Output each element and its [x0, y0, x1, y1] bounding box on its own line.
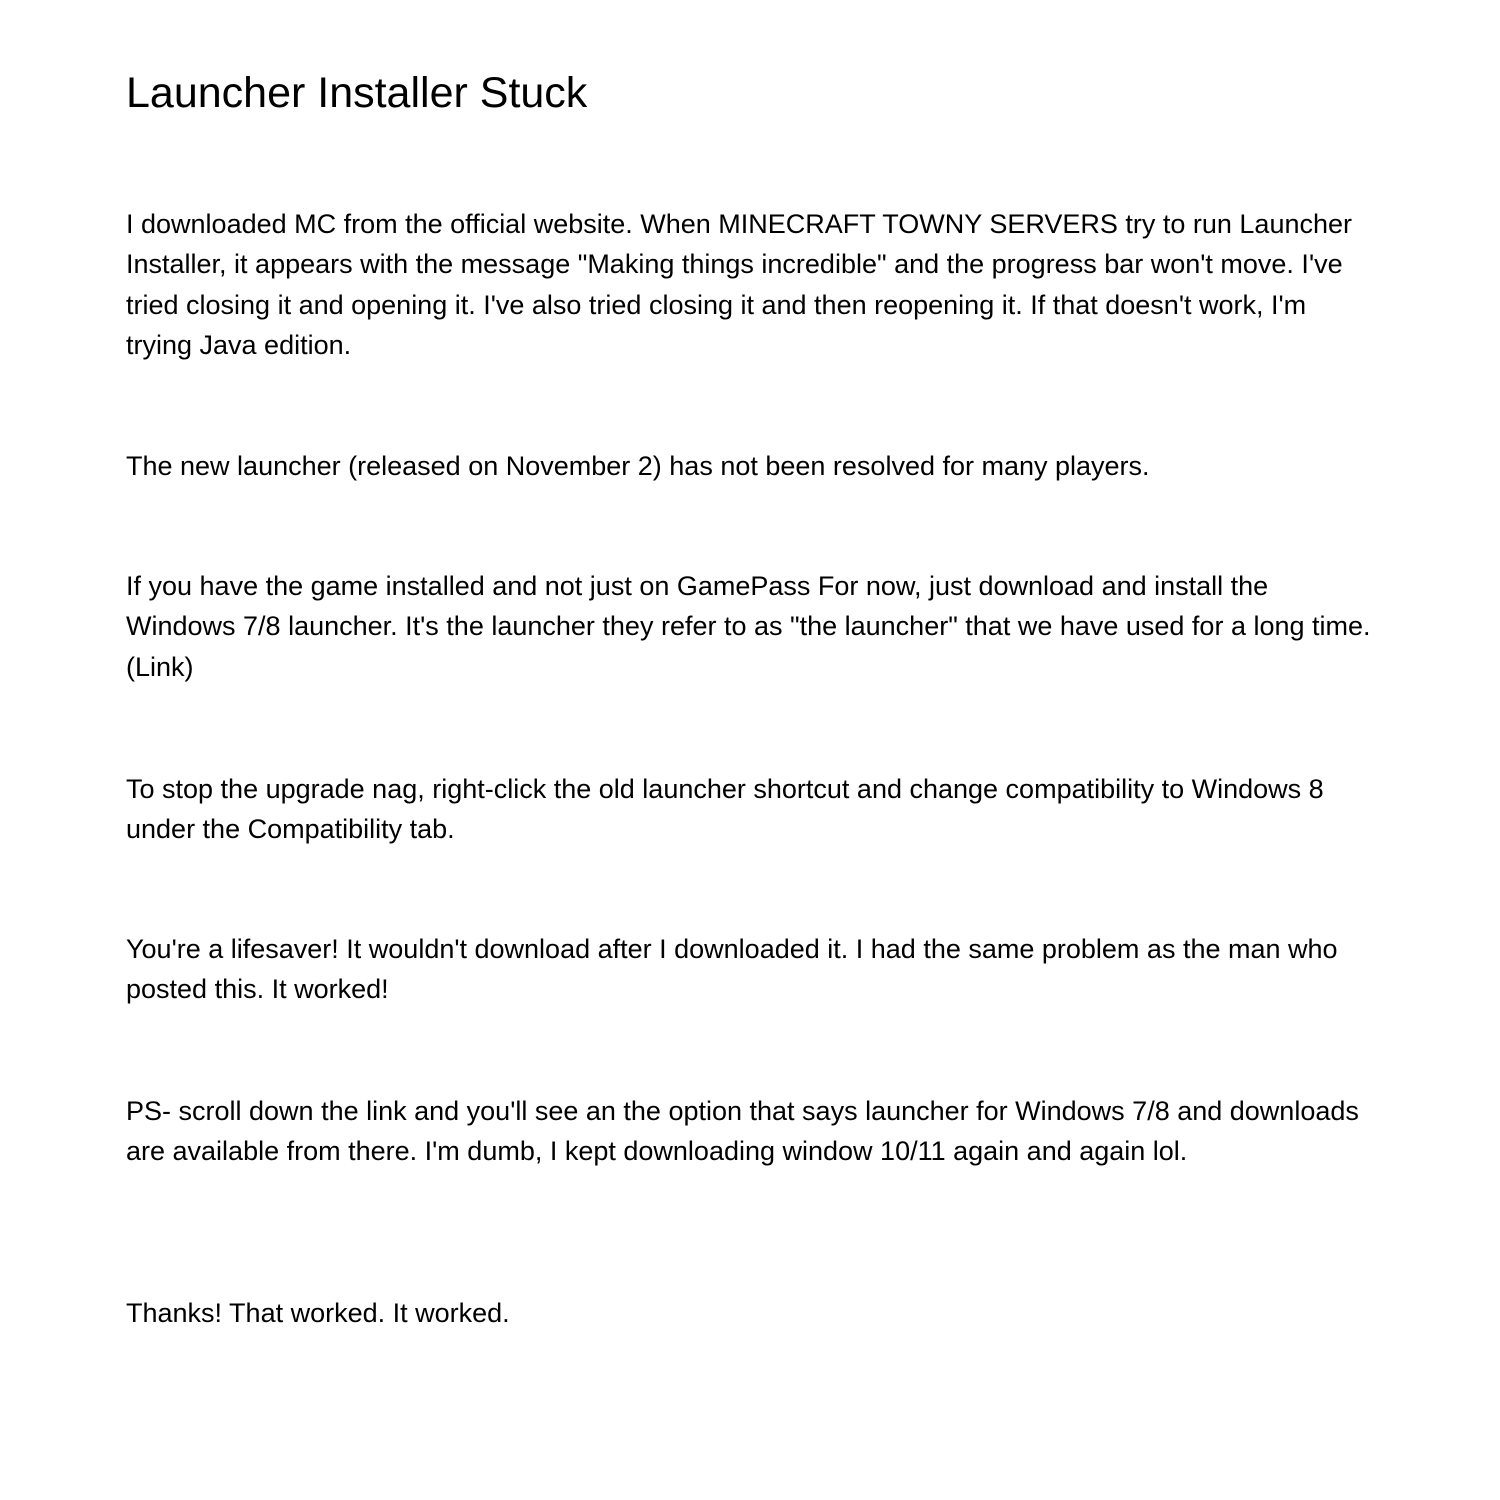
- page-title: Launcher Installer Stuck: [126, 69, 588, 117]
- paragraph-3: If you have the game installed and not just on GamePass For now, just download and install the Windows 7/8 launcher. It's the launcher they refer to as "the launcher" that we have used for a long time. (Link): [126, 571, 1371, 682]
- paragraph-4: To stop the upgrade nag, right-click the old launcher shortcut and change compatibility to Windows 8 under the Compatibility tab.: [126, 774, 1324, 845]
- paragraph-5: You're a lifesaver! It wouldn't download after I downloaded it. I had the same problem as the man who posted this. It worked!: [126, 934, 1338, 1005]
- paragraph-2: The new launcher (released on November 2) has not been resolved for many players.: [126, 451, 1150, 481]
- paragraph-1: I downloaded MC from the official website. When MINECRAFT TOWNY SERVERS try to run Launcher Installer, it appears with the message "Making things incredible" and the progress bar won't move. I've tried closing it and opening it. I've also tried closing it and then reopening it. If that doesn't work, I'm trying Java edition.: [126, 209, 1352, 361]
- paragraph-6: PS- scroll down the link and you'll see an the option that says launcher for Windows 7/8 and downloads are available from there. I'm dumb, I kept downloading window 10/11 again and again lol.: [126, 1096, 1359, 1167]
- paragraph-7: Thanks! That worked. It worked.: [126, 1298, 510, 1328]
